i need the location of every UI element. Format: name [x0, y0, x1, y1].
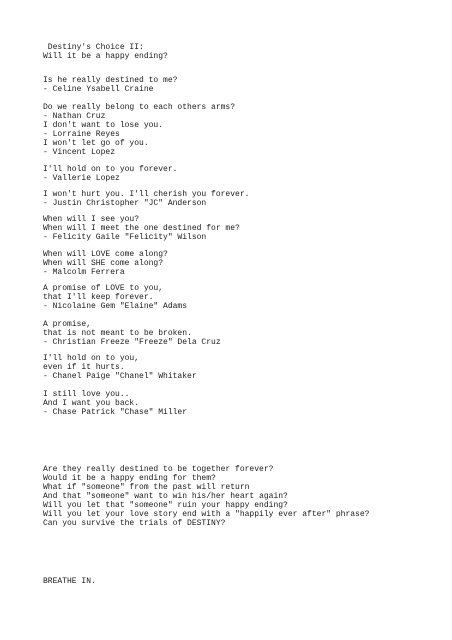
stanza-line: I won't let go of you.: [43, 139, 149, 148]
stanza-line: I'll hold on to you forever.: [43, 165, 178, 174]
stanza-line: When will I see you?: [43, 215, 140, 224]
stanza-line: And I want you back.: [43, 399, 140, 408]
stanza-author: - Malcolm Ferrera: [43, 268, 125, 277]
stanza-line: When will I meet the one destined for me?: [43, 224, 240, 233]
stanza-author: - Nathan Cruz: [43, 112, 106, 121]
stanza-line: that is not meant to be broken.: [43, 329, 192, 338]
question-line: Can you survive the trials of DESTINY?: [43, 519, 226, 528]
question-line: Are they really destined to be together forever?: [43, 465, 274, 474]
stanza-line: I'll hold on to you,: [43, 354, 140, 363]
stanza-author: - Lorraine Reyes: [43, 130, 120, 139]
stanza-line: I still love you..: [43, 390, 130, 399]
question-line: Will you let your love story end with a "happily ever after" phrase?: [43, 510, 370, 519]
stanza-author: - Chase Patrick "Chase" Miller: [43, 408, 188, 417]
stanza-line: A promise of LOVE to you,: [43, 284, 164, 293]
stanza-author: - Chanel Paige "Chanel" Whitaker: [43, 372, 197, 381]
stanza-author: - Vincent Lopez: [43, 148, 116, 157]
question-line: What if "someone" from the past will return: [43, 483, 250, 492]
stanza-line: When will LOVE come along?: [43, 250, 168, 259]
stanza-line: A promise,: [43, 320, 92, 329]
stanza-line: Do we really belong to each others arms?: [43, 103, 236, 112]
stanza-line: I don't want to lose you.: [43, 121, 164, 130]
stanza-author: - Celine Ysabell Craine: [43, 85, 154, 94]
stanza-line: that I'll keep forever.: [43, 293, 154, 302]
stanza-line: I won't hurt you. I'll cherish you forever.: [43, 190, 250, 199]
stanza-line: When will SHE come along?: [43, 259, 164, 268]
stanza-author: - Vallerie Lopez: [43, 174, 120, 183]
title-line-2: Will it be a happy ending?: [43, 52, 168, 61]
question-line: Would it be a happy ending for them?: [43, 474, 216, 483]
stanza-author: - Nicolaine Gem "Elaine" Adams: [43, 302, 188, 311]
stanza-author: - Christian Freeze "Freeze" Dela Cruz: [43, 338, 221, 347]
stanza-author: - Felicity Gaile "Felicity" Wilson: [43, 233, 207, 242]
closing-line: BREATHE IN.: [43, 577, 96, 586]
stanza-author: - Justin Christopher "JC" Anderson: [43, 199, 207, 208]
title-line-1: Destiny's Choice II:: [43, 43, 144, 52]
question-line: Will you let that "someone" ruin your happy ending?: [43, 501, 288, 510]
question-line: And that "someone" want to win his/her heart again?: [43, 492, 288, 501]
stanza-line: Is he really destined to me?: [43, 76, 178, 85]
stanza-line: even if it hurts.: [43, 363, 125, 372]
